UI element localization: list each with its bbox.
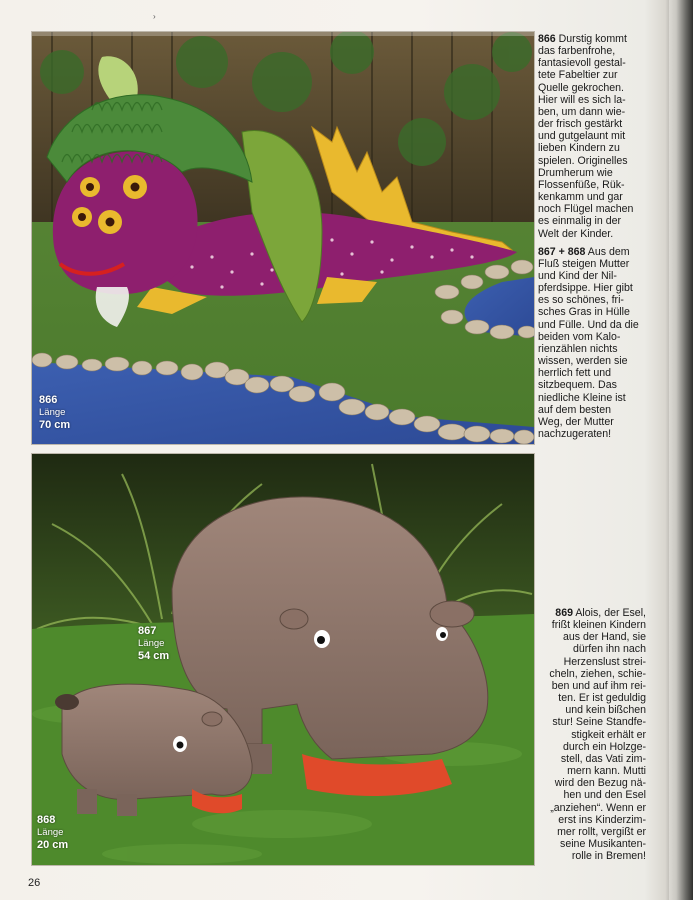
hippo-small-length-label: Länge — [37, 826, 64, 838]
text-line: es einmalig in der — [538, 215, 622, 228]
text-line: hen und den Esel — [563, 789, 646, 802]
description-867-868-text: Aus dem Fluß steigen Mutter und Kind der Nil- pferdsippe. Hier gibt es so schönes, fri- sches Gras in Hülle und Fülle. Und da die beiden vom Kalo- rienzählen nichts wissen, werden sie herrlich fett und sitzbequem. Das niedliche Kleine ist auf dem besten Weg, der Mutter nachzugeraten! — [538, 245, 639, 440]
text-line: Quelle gekrochen. — [538, 81, 624, 94]
text-line: „anziehen“. Wenn er — [550, 801, 646, 814]
text-line: seine Musikanten- — [560, 837, 646, 850]
hippo-small-item-number: 868 — [37, 814, 56, 826]
description-866-text: Durstig kommt das farbenfrohe, fantasievoll gestal- tete Fabeltier zur Quelle gekrochen. Hier will es sich la- ben, um dann wie- der frisch gestärkt und gutgelaunt mit lieben Kindern zu spielen. Originelles Drumherum wie Flossenfüße, Rük- kenkamm und gar noch Flügel machen es einmalig in der Welt der Kinder. — [538, 33, 634, 240]
hippo-large-length-label: Länge — [138, 637, 165, 649]
text-line: spielen. Originelles — [538, 154, 628, 167]
description-866 — [538, 33, 646, 240]
hippo-large-length-value: 54 cm — [138, 650, 170, 663]
text-line: Welt der Kinder. — [538, 227, 614, 240]
description-869-text: Alois, der Esel, frißt kleinen Kindern aus der Hand, sie dürfen ihn nach Herzenslust strei- cheln, ziehen, schie- ben und auf ihm rei- ten. Er ist geduldig und kein bißchen stur! Seine Standfe- stigkeit erhält er durch ein Holzge- stell, das Vati zim- mern kann. Mutti wird den Bezug nä- hen und den Esel „anziehen“. Wenn er erst ins Kinderzim- mer rollt, vergißt er seine Musikanten- rolle in Bremen! — [549, 607, 646, 863]
text-line: rienzählen nichts — [538, 342, 618, 355]
text-line: Hier will es sich la- — [538, 93, 626, 106]
text-line: und Fülle. Und da die — [538, 318, 639, 331]
text-line: mern kann. Mutti — [567, 765, 646, 778]
description-column-bottom — [538, 607, 646, 868]
dragon-length-label: Länge — [39, 406, 66, 418]
text-line: pferdsippe. Hier gibt — [538, 282, 633, 295]
hippo-large-caption — [138, 625, 169, 663]
text-line: beiden vom Kalo- — [538, 330, 621, 343]
text-line: auf dem besten — [538, 403, 612, 416]
text-line: wird den Bezug nä- — [554, 777, 646, 790]
text-line: ben, um dann wie- — [538, 105, 626, 118]
text-line: Herzenslust strei- — [563, 655, 646, 668]
hippo-small-caption — [37, 814, 68, 852]
description-869 — [538, 607, 646, 862]
text-line: ben und auf ihm rei- — [551, 679, 646, 692]
text-line: durch ein Holzge- — [562, 740, 646, 753]
text-line: stell, das Vati zim- — [560, 752, 646, 765]
hippo-large-item-number: 867 — [138, 625, 157, 637]
text-line: frißt kleinen Kindern — [551, 619, 646, 632]
item-number-866: 866 — [538, 33, 556, 45]
text-line: kenkamm und gar — [538, 191, 623, 204]
text-line: ten. Er ist geduldig — [558, 692, 646, 705]
text-line: aus der Hand, sie — [562, 631, 646, 644]
page-binding-edge — [669, 0, 693, 900]
hippo-illustration — [32, 454, 534, 865]
text-line: Flossenfüße, Rük- — [538, 178, 625, 191]
text-line: Drumherum wie — [538, 166, 613, 179]
item-number-869: 869 — [555, 607, 573, 619]
text-line: und gutgelaunt mit — [538, 130, 626, 143]
text-line: noch Flügel machen — [538, 203, 634, 216]
text-line: der frisch gestärkt — [538, 118, 623, 131]
hippo-small-length-value: 20 cm — [37, 839, 69, 852]
text-line: Weg, der Mutter — [538, 415, 614, 428]
item-number-867-868: 867 + 868 — [538, 245, 586, 258]
text-line: herrlich fett und — [538, 367, 612, 380]
page-number: 26 — [28, 877, 41, 889]
dragon-illustration — [32, 32, 534, 444]
print-mark: › — [153, 12, 156, 21]
description-867-868 — [538, 246, 646, 441]
dragon-length-value: 70 cm — [39, 419, 71, 432]
text-line: und kein bißchen — [565, 704, 646, 717]
text-line: sitzbequem. Das — [538, 379, 617, 392]
text-line: es so schönes, fri- — [538, 294, 624, 307]
text-line: sches Gras in Hülle — [538, 306, 630, 319]
description-column-top — [538, 33, 646, 446]
text-line: lieben Kindern zu — [538, 142, 620, 155]
text-line: mer rollt, vergißt er — [557, 825, 646, 838]
text-line: cheln, ziehen, schie- — [549, 667, 646, 680]
dragon-photo — [31, 31, 535, 445]
text-line: niedliche Kleine ist — [538, 391, 626, 404]
dragon-caption — [39, 394, 70, 432]
text-line: fantasievoll gestal- — [538, 57, 626, 70]
text-line: wissen, werden sie — [538, 355, 628, 368]
text-line: dürfen ihn nach — [572, 643, 646, 656]
text-line: Fluß steigen Mutter — [538, 257, 630, 270]
text-line: rolle in Bremen! — [571, 850, 646, 863]
text-line: tete Fabeltier zur — [538, 69, 618, 82]
text-line: stigkeit erhält er — [571, 728, 646, 741]
hippo-photo — [31, 453, 535, 866]
text-line: nachzugeraten! — [538, 428, 612, 440]
text-line: und Kind der Nil- — [538, 269, 617, 282]
dragon-item-number: 866 — [39, 394, 58, 406]
text-line: erst ins Kinderzim- — [558, 813, 646, 826]
text-line: das farbenfrohe, — [538, 45, 616, 58]
text-line: stur! Seine Standfe- — [552, 716, 646, 729]
